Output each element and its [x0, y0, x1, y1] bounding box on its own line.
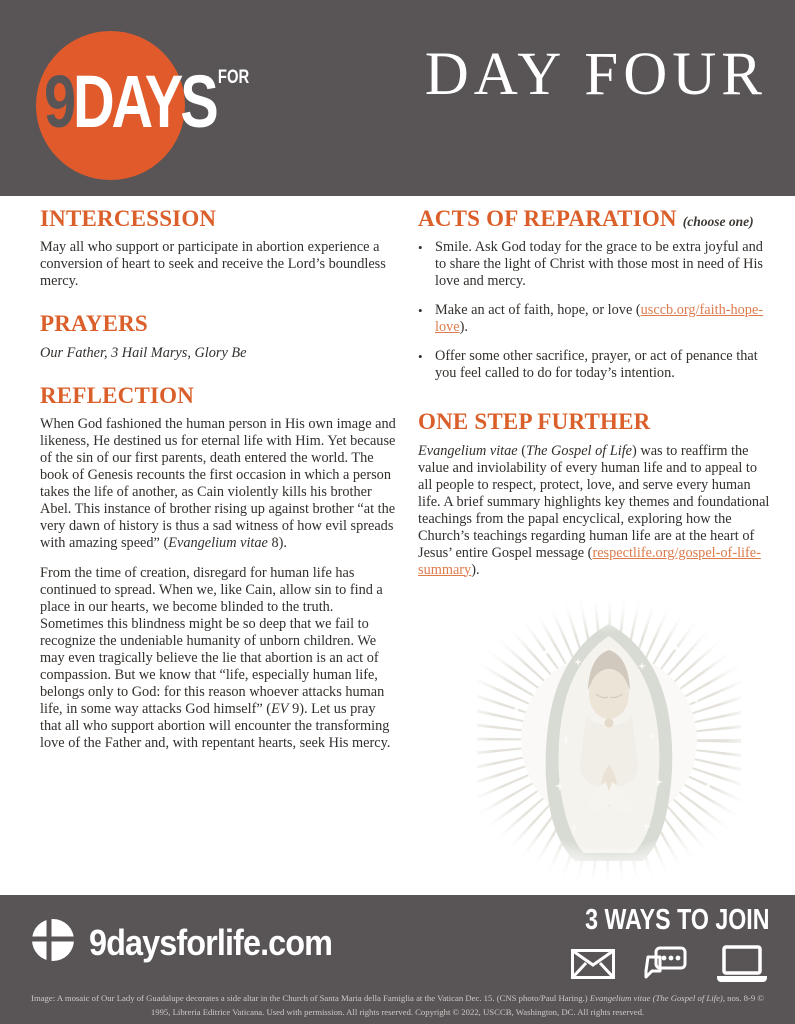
prayers-heading: PRAYERS — [40, 311, 148, 337]
logo-text-life: LIFE — [218, 98, 236, 145]
laptop-icon — [715, 945, 769, 988]
logo-text-days: DAYS — [72, 60, 216, 143]
bullet-dot: • — [418, 240, 423, 256]
reflection-heading: REFLECTION — [40, 382, 195, 408]
reflection-section — [40, 383, 396, 752]
footer-band — [0, 895, 795, 1024]
logo-text-9: 9 — [44, 60, 73, 143]
logo-text-for: FOR — [217, 67, 250, 88]
site-logo-block — [30, 917, 359, 968]
choose-one-note: (choose one) — [682, 214, 754, 229]
join-title: 3 WAYS TO JOIN — [584, 904, 769, 936]
intercession-heading: INTERCESSION — [40, 206, 217, 231]
inline-link[interactable]: usccb.org/faith-hope-love — [435, 302, 764, 336]
reflection-paragraph-2: From the time of creation, disregard for human life has continued to spread. When we, like Cain, allow sin to find a place in our hearts, we become blinded to the truth. Sometimes this blindness might be so deep that we fail to recognize the undeniable humanity of unborn children. We may even tragically believe the lie that abortion is an act of compassion. But we know that “life, especially human life, belongs only to God: for this reason whoever attacks human life, in some way attacks God himself” (EV 9). Let us pray that all who support abortion will encounter the transforming love of the Father and, with repentant hearts, seek His mercy. — [40, 564, 391, 751]
inline-link[interactable]: respectlife.org/gospel-of-life-summary — [418, 544, 761, 578]
9days-for-life-logo — [36, 31, 250, 180]
ways-to-join-block — [539, 903, 769, 988]
reflection-paragraph-1: When God fashioned the human person in His own image and likeness, He destined us for eternal life with Him. Yet because of the sin of our first parents, death entered the world. The book of Genesis recounts the first occasion in which a person takes the life of another, as Cain violently kills his brother Abel. This instance of brother rising up against brother “at the very dawn of history is thus a sad witness of how evil spreads with amazing speed” (Evangelium vitae 8). — [40, 415, 396, 551]
one-step-paragraph: Evangelium vitae (The Gospel of Life) was to reaffirm the value and inviolability of every human life and to appeal to all people to respect, protect, love, and serve every human life. A brief summary highlights key themes and foundational teachings from the papal encyclical, exploring how the Church’s teachings regarding human life are at the heart of Jesus’ entire Gospel message (respectlife.org/gospel-of-life-summary). — [418, 442, 770, 578]
acts-of-reparation-section — [418, 206, 774, 382]
bullet-dot: • — [418, 303, 423, 319]
envelope-icon — [571, 949, 615, 984]
acts-bullet-item: • Smile. Ask God today for the grace to be extra joyful and to share the light of Christ with those most in need of His love and mercy. — [418, 239, 763, 290]
left-column — [40, 206, 396, 773]
one-step-heading: ONE STEP FURTHER — [418, 409, 651, 435]
join-icons-row — [539, 945, 769, 988]
cross-globe-icon — [30, 917, 76, 968]
our-lady-of-guadalupe-watermark-image — [446, 590, 772, 890]
acts-bullet-item: • Offer some other sacrifice, prayer, or act of penance that you feel called to do for today’s intention. — [418, 348, 758, 382]
acts-bullet-item: • Make an act of faith, hope, or love (usccb.org/faith-hope-love). — [418, 302, 764, 336]
photo-credit-caption: Image: A mosaic of Our Lady of Guadalupe decorates a side altar in the Church of Santa Maria della Famiglia at the Vatican Dec. 15. (CNS photo/Paul Haring.) Evangelium vitae (The Gospel of Life), nos. 8-9 © 1995, Libreria Editrice Vaticana. Used with permission. All rights reserved. Copyright © 2022, USCCB, Washington, DC. All rights reserved. — [31, 993, 764, 1017]
page-title: DAY FOUR — [424, 41, 767, 108]
intercession-section — [40, 206, 396, 290]
intercession-body: May all who support or participate in abortion experience a conversion of heart to seek and receive the Lord’s boundless mercy. — [40, 239, 386, 290]
header-band — [0, 0, 795, 196]
right-column — [418, 206, 774, 600]
site-url: 9daysforlife.com — [89, 921, 333, 963]
chat-icon — [642, 945, 688, 988]
prayers-body: Our Father, 3 Hail Marys, Glory Be — [40, 344, 247, 361]
prayers-section — [40, 311, 396, 361]
acts-heading: ACTS OF REPARATION (choose one) — [418, 206, 754, 231]
one-step-further-section — [418, 409, 774, 578]
bullet-dot: • — [418, 349, 423, 365]
